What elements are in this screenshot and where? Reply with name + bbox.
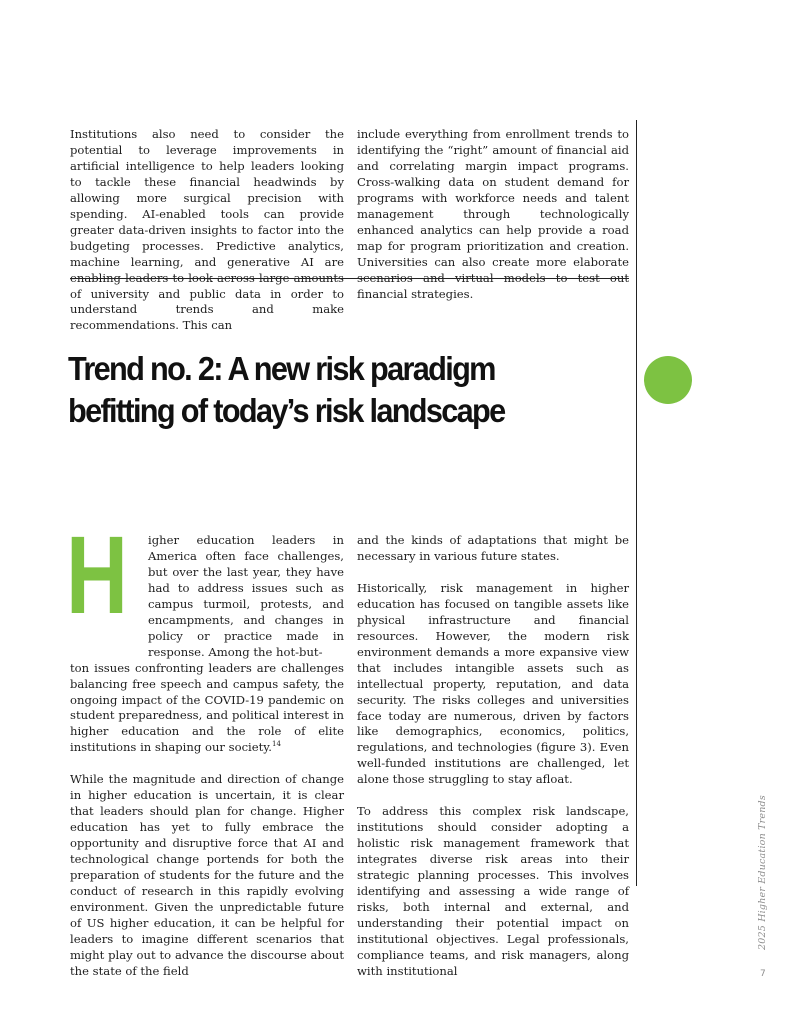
section-divider xyxy=(70,278,629,279)
article-paragraph: and the kinds of adaptations that might be necessary in various future states. xyxy=(357,533,629,563)
green-circle-marker xyxy=(644,356,692,404)
top-left-column xyxy=(70,127,344,334)
intro-continued-text: ton issues confronting leaders are challenges balancing free speech and campus safety, the ongoing impact of the COVID-19 pandemic on student preparedness, and political interest in higher education and the role of elite institutions in shaping our society. xyxy=(70,660,344,755)
top-left-paragraph: Institutions also need to consider the potential to leverage improvements in artificial intelligence to help leaders looking to tackle these financial headwinds by allowing more surgical precision with spending. AI-enabled tools can provide greater data-driven insights to factor into the budgeting processes. Predictive analytics, machine learning, and generative AI are enabling leaders to look across large amounts of university and public data in order to understand trends and make recommendations. This can xyxy=(70,127,344,333)
drop-cap: H xyxy=(66,514,128,637)
heading-line-1: Trend no. 2: A new risk paradigm xyxy=(68,350,495,387)
article-right-column xyxy=(357,533,629,980)
article-paragraph: To address this complex risk landscape, institutions should consider adopting a holistic risk management framework that integrates diverse risk areas into their strategic planning processes. This involves identifying and assessing a wide range of risks, both internal and external, and understanding their potential impact on institutional objectives. Legal professionals, compliance teams, and risk managers, along with institutional xyxy=(357,804,629,978)
intro-indented-text: igher education leaders in America often face challenges, but over the last year, they have had to address issues such as campus turmoil, protests, and encampments, and changes in policy or practice made in response. Among the hot-but- xyxy=(148,533,344,659)
top-right-column xyxy=(357,127,629,302)
page-number: 7 xyxy=(760,969,766,979)
top-right-paragraph: include everything from enrollment trends to identifying the “right” amount of financial aid and correlating margin impact programs. Cross-walking data on student demand for programs with workforce needs and talent management through technologically enhanced analytics can help provide a road map for program prioritization and creation. Universities can also create more elaborate scenarios and virtual models to test out financial strategies. xyxy=(357,127,629,301)
article-left-column xyxy=(70,533,344,980)
section-heading xyxy=(68,348,589,432)
heading-line-2: befitting of today’s risk landscape xyxy=(68,392,505,429)
footnote-ref: 14 xyxy=(271,740,281,749)
column-vertical-rule xyxy=(636,120,637,886)
article-paragraph: While the magnitude and direction of change in higher education is uncertain, it is clear that leaders should plan for change. Higher education has yet to fully embrace the opportunity and disruptive force that AI and technological change portends for both the preparation of students for the future and the conduct of research in this rapidly evolving environment. Given the unpredictable future of US higher education, it can be helpful for leaders to imagine different scenarios that might play out to advance the discourse about the state of the field xyxy=(70,772,344,978)
publication-caption: 2025 Higher Education Trends xyxy=(757,795,768,950)
article-paragraph: Historically, risk management in higher education has focused on tangible assets like physical infrastructure and financial resources. However, the modern risk environment demands a more expansive view that includes intangible assets such as intellectual property, reputation, and data security. The risks colleges and universities face today are numerous, driven by factors like demographics, economics, politics, regulations, and technologies (figure 3). Even well-funded institutions are challenged, let alone those struggling to stay afloat. xyxy=(357,580,629,787)
